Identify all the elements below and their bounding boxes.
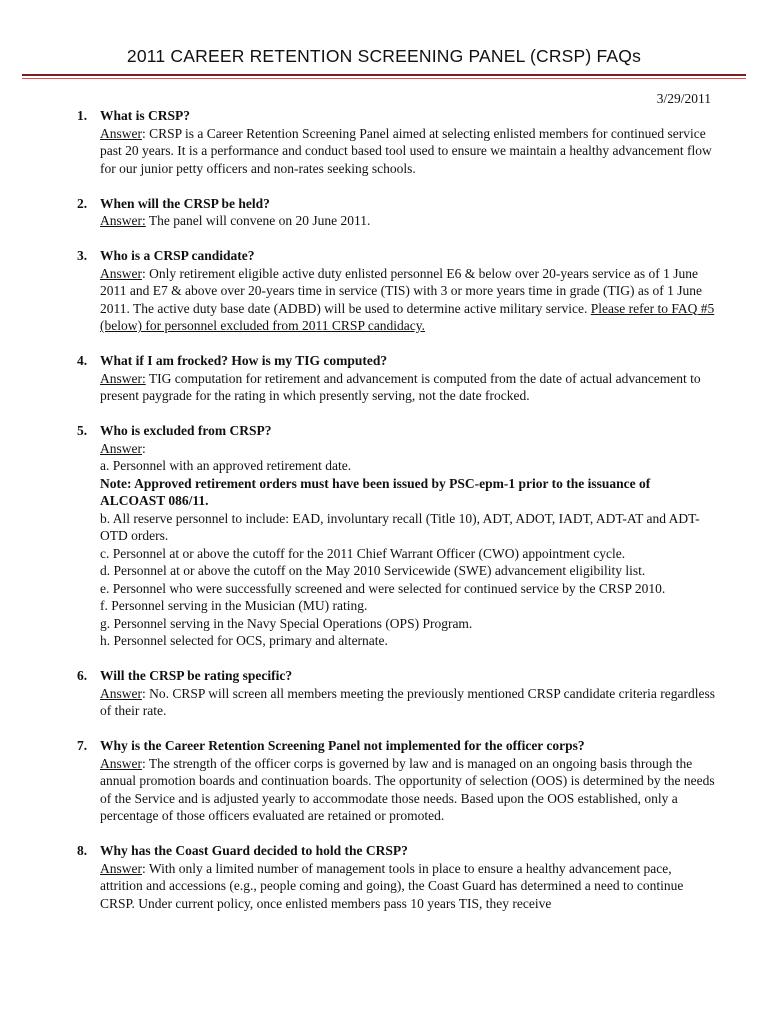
page-title: 2011 CAREER RETENTION SCREENING PANEL (CRSP) FAQs <box>126 46 642 66</box>
faq-question: Why is the Career Retention Screening Panel not implemented for the officer corps? <box>100 738 585 753</box>
answer-label: Answer <box>100 685 142 701</box>
faq-answer <box>100 370 716 405</box>
faq-question: When will the CRSP be held? <box>100 195 270 211</box>
exclusion-h: h. Personnel selected for OCS, primary and alternate. <box>100 633 388 648</box>
document-date: 3/29/2011 <box>656 91 711 106</box>
answer-text: The panel will convene on 20 June 2011. <box>145 213 371 228</box>
faq-answer <box>100 755 716 825</box>
answer-label: Answer <box>100 125 142 141</box>
faq-item-1 <box>0 107 768 177</box>
faq-number: 7. <box>77 738 88 753</box>
answer-text: TIG computation for retirement and advancement is computed from the date of actual advancement to present paygrade for the rating in which presently serving, not the date frocked. <box>100 370 701 403</box>
exclusion-e: e. Personnel who were successfully screened and were selected for continued service by the CRSP 2010. <box>100 580 666 596</box>
exclusion-b: b. All reserve personnel to include: EAD, involuntary recall (Title 10), ADT, ADOT, IADT, ADT-AT and ADT-OTD orders. <box>100 510 700 543</box>
exclusion-c: c. Personnel at or above the cutoff for the 2011 Chief Warrant Officer (CWO) appointment cycle. <box>100 545 626 561</box>
exclusion-note: Note: Approved retirement orders must have been issued by PSC-epm-1 prior to the issuance of ALCOAST 086/11. <box>100 475 651 508</box>
answer-label: Answer <box>100 860 142 876</box>
answer-text: : Only retirement eligible active duty enlisted personnel E6 & below over 20-years service as of 1 June 2011 and E7 & above over 20-years time in service (TIS) with 3 or more years time in grade (TIG) as of 1 June 2011. The active duty base date (ADBD) will be used to determine active military service. <box>100 265 702 316</box>
answer-text: : With only a limited number of management tools in place to ensure a healthy advancement pace, attrition and accessions (e.g., people coming and going), the Coast Guard has determined a need to continue CRSP. Under current policy, once enlisted members pass 10 years TIS, they receive <box>100 860 684 911</box>
exclusion-f: f. Personnel serving in the Musician (MU) rating. <box>100 598 368 613</box>
answer-label: Answer <box>100 440 142 456</box>
answer-label: Answer: <box>100 370 146 386</box>
faq-number: 1. <box>77 108 88 123</box>
faq-answer <box>100 685 716 720</box>
faq-list <box>0 107 768 930</box>
exclusion-g: g. Personnel serving in the Navy Special Operations (OPS) Program. <box>100 615 473 631</box>
faq-item-3 <box>0 247 768 335</box>
faq-question: Will the CRSP be rating specific? <box>100 668 293 683</box>
faq-item-2 <box>0 195 768 230</box>
faq-answer <box>100 440 716 650</box>
faq-question: What if I am frocked? How is my TIG computed? <box>100 353 388 368</box>
faq-number: 3. <box>77 248 88 263</box>
faq-number: 2. <box>77 195 88 211</box>
title-rule-secondary <box>22 78 746 79</box>
faq-question: What is CRSP? <box>100 108 191 123</box>
faq-answer <box>100 125 716 178</box>
faq-number: 6. <box>77 668 88 683</box>
answer-label: Answer <box>100 755 142 771</box>
answer-colon: : <box>142 440 146 456</box>
faq-item-6 <box>0 667 768 720</box>
answer-text: : No. CRSP will screen all members meeting the previously mentioned CRSP candidate criteria regardless of their rate. <box>100 685 715 718</box>
answer-text: : CRSP is a Career Retention Screening Panel aimed at selecting enlisted members for continued service past 20 years. It is a performance and conduct based tool used to ensure we maintain a healthy advancement flow for our junior petty officers and non-rates seeking schools. <box>100 125 712 176</box>
faq-answer <box>100 860 716 913</box>
title-rule <box>22 74 746 76</box>
answer-note: Please refer to FAQ #5 (below) for personnel excluded from 2011 CRSP candidacy. <box>100 300 715 333</box>
answer-text: : The strength of the officer corps is governed by law and is managed on an ongoing basis through the annual promotion boards and continuation boards. The opportunity of selection (OOS) is determined by the needs of the Service and is adjusted yearly to accommodate those needs. Based upon the OOS established, only a percentage of those officers evaluated are retained or promoted. <box>100 755 715 823</box>
faq-item-5 <box>0 422 768 650</box>
faq-question: Who is excluded from CRSP? <box>100 423 272 438</box>
faq-number: 8. <box>77 843 88 858</box>
answer-label: Answer <box>100 265 142 281</box>
faq-number: 5. <box>77 423 88 438</box>
faq-answer <box>100 265 716 335</box>
faq-item-8 <box>0 842 768 912</box>
exclusion-a: a. Personnel with an approved retirement date. <box>100 458 352 473</box>
faq-number: 4. <box>77 353 88 368</box>
faq-question: Why has the Coast Guard decided to hold the CRSP? <box>100 843 408 858</box>
faq-answer <box>100 212 716 230</box>
exclusion-d: d. Personnel at or above the cutoff on the May 2010 Servicewide (SWE) advancement eligibility list. <box>100 563 646 578</box>
answer-label: Answer: <box>100 213 146 228</box>
faq-question: Who is a CRSP candidate? <box>100 248 255 263</box>
faq-item-4 <box>0 352 768 405</box>
faq-item-7 <box>0 737 768 825</box>
